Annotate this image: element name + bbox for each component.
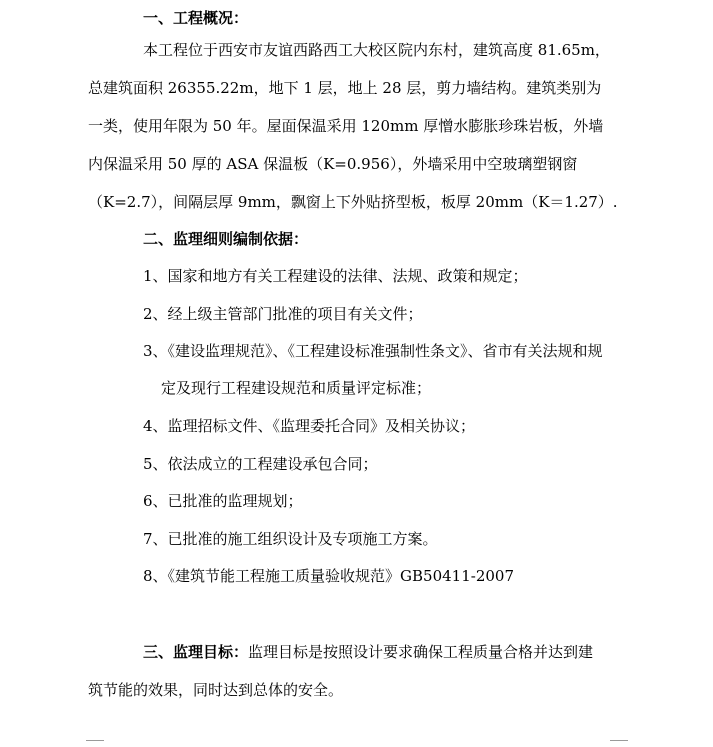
section3-heading: 三、监理目标： bbox=[143, 643, 249, 661]
basis-item-3-cont: 定及现行工程建设规范和质量评定标准； bbox=[161, 379, 432, 397]
basis-item-8: 8、《建筑节能工程施工质量验收规范》GB50411-2007 bbox=[143, 567, 515, 585]
basis-item-7: 7、已批准的施工组织设计及专项施工方案。 bbox=[143, 530, 438, 548]
section1-line-2: 总建筑面积 26355.22m，地下 1 层，地上 28 层，剪力墙结构。建筑类别为 bbox=[88, 79, 602, 97]
basis-item-3: 3、《建设监理规范》、《工程建设标准强制性条文》、省市有关法规和规 bbox=[143, 342, 603, 360]
page-corner-mark-right bbox=[610, 740, 628, 747]
section3-paragraph bbox=[143, 642, 593, 662]
section3-text-2: 筑节能的效果，同时达到总体的安全。 bbox=[88, 681, 344, 699]
basis-item-6: 6、已批准的监理规划； bbox=[143, 492, 303, 510]
section1-line-4: 内保温采用 50 厚的 ASA 保温板（K=0.956），外墙采用中空玻璃塑钢窗 bbox=[88, 155, 578, 173]
basis-item-2: 2、经上级主管部门批准的项目有关文件； bbox=[143, 305, 423, 323]
basis-item-1: 1、国家和地方有关工程建设的法律、法规、政策和规定； bbox=[143, 267, 528, 285]
page-corner-mark-left bbox=[86, 740, 104, 747]
basis-item-5: 5、依法成立的工程建设承包合同； bbox=[143, 455, 378, 473]
basis-item-4: 4、监理招标文件、《监理委托合同》及相关协议； bbox=[143, 417, 476, 435]
section1-line-1: 本工程位于西安市友谊西路西工大校区院内东村，建筑高度 81.65m， bbox=[143, 41, 610, 59]
section3-text-1: 监理目标是按照设计要求确保工程质量合格并达到建 bbox=[248, 643, 594, 661]
section1-line-5: （K=2.7），间隔层厚 9mm，飘窗上下外贴挤型板，板厚 20mm（K＝1.27）. bbox=[88, 193, 618, 211]
section2-heading: 二、监理细则编制依据： bbox=[143, 230, 309, 248]
section1-line-3: 一类，使用年限为 50 年。屋面保温采用 120mm 厚憎水膨胀珍珠岩板，外墙 bbox=[88, 117, 604, 135]
section1-heading: 一、工程概况： bbox=[143, 9, 249, 27]
